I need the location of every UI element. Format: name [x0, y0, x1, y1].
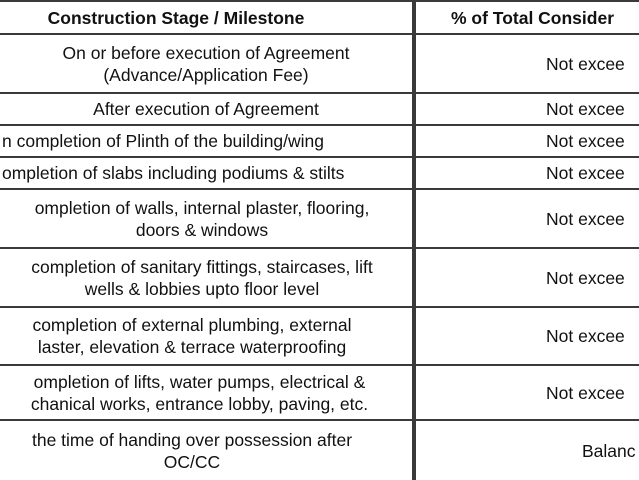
- stage-cell: [0, 126, 414, 156]
- percentage-cell: Not excee: [546, 131, 625, 151]
- table-row: [0, 308, 639, 366]
- table-row: [0, 158, 639, 190]
- percentage-cell: Not excee: [546, 267, 625, 288]
- stage-text: completion of external plumbing, external laster, elevation & terrace waterproofing: [32, 315, 352, 357]
- percentage-cell: Not excee: [546, 326, 625, 346]
- percentage-cell: Not excee: [546, 382, 625, 403]
- stage-text: ompletion of walls, internal plaster, flooring, doors & windows: [34, 197, 370, 240]
- stage-text: the time of handing over possession after OC/CC: [31, 429, 353, 472]
- stage-text: After execution of Agreement: [93, 99, 319, 119]
- stage-cell: [0, 35, 414, 92]
- stage-text: completion of sanitary fittings, staircases, lift wells & lobbies upto floor level: [31, 256, 373, 299]
- stage-cell: [0, 249, 414, 306]
- table-row: [0, 35, 639, 94]
- stage-text: On or before execution of Agreement (Advance/Application Fee): [62, 42, 350, 85]
- table-row: [0, 366, 639, 421]
- table-row: [0, 249, 639, 308]
- stage-cell: [0, 308, 414, 364]
- stage-cell: [0, 366, 414, 419]
- stage-cell: [0, 421, 414, 480]
- table-header-row: [0, 2, 639, 35]
- percentage-cell: Not excee: [546, 208, 625, 229]
- table-row: [0, 94, 639, 126]
- header-percentage: % of Total Consider: [451, 7, 615, 28]
- stage-text: ompletion of lifts, water pumps, electrical & chanical works, entrance lobby, paving, etc.: [30, 371, 369, 414]
- table-row: [0, 421, 639, 480]
- table-row: [0, 126, 639, 158]
- header-stage: Construction Stage / Milestone: [0, 2, 414, 33]
- percentage-cell: Not excee: [546, 163, 625, 183]
- percentage-cell: Balanc: [582, 440, 636, 461]
- stage-text: n completion of Plinth of the building/wing: [2, 131, 325, 151]
- percentage-cell: Not excee: [546, 53, 625, 74]
- column-divider: [414, 0, 416, 480]
- table-row: [0, 190, 639, 249]
- percentage-cell: Not excee: [546, 99, 625, 119]
- stage-cell: [0, 158, 414, 188]
- stage-cell: [0, 190, 414, 247]
- stage-cell: [0, 94, 414, 124]
- stage-text: ompletion of slabs including podiums & stilts: [2, 163, 345, 183]
